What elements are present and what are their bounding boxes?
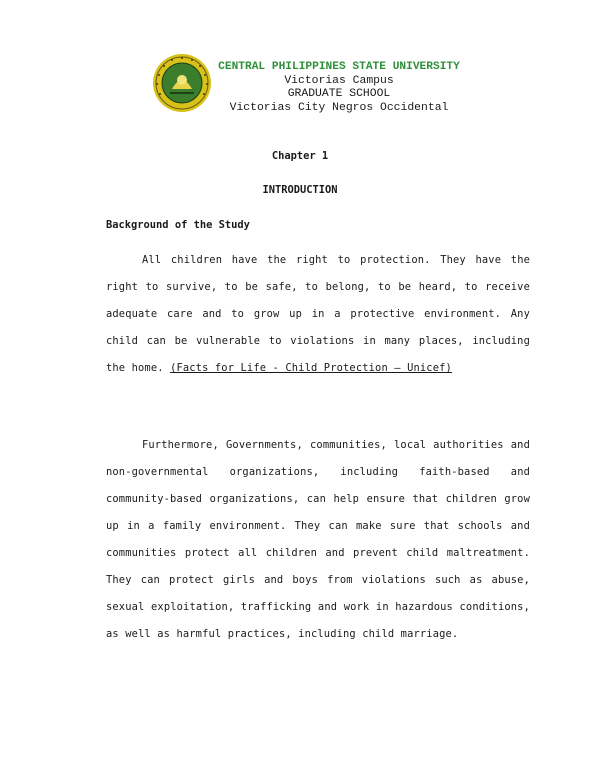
- section-heading: Background of the Study: [106, 219, 250, 231]
- citation: (Facts for Life - Child Protection – Unicef): [170, 362, 452, 374]
- paragraph-2-text: Furthermore, Governments, communities, local authorities and non-governmental organizations, including faith-based and community-based organizations, can help ensure that children grow up in a family environment. They can make sure that schools and communities protect all children and prevent child maltreatment. They can protect girls and boys from violations such as abuse, sexual exploitation, trafficking and work in hazardous conditions, as well as harmful practices, including child marriage.: [106, 439, 530, 640]
- university-seal-icon: [152, 53, 212, 113]
- school-location: Victorias City Negros Occidental: [229, 101, 449, 114]
- campus-name: Victorias Campus: [284, 74, 394, 87]
- document-header: [205, 61, 473, 115]
- paragraph-1: [106, 247, 530, 382]
- paragraph-2: [106, 432, 530, 648]
- chapter-title: INTRODUCTION: [262, 184, 338, 196]
- chapter-label: Chapter 1: [271, 150, 329, 162]
- paragraph-1-text: All children have the right to protection. They have the right to survive, to be safe, to belong, to be heard, to receive adequate care and to grow up in a protective environment. Any child can be vulnerable to violations in many places, including the home.: [106, 254, 530, 374]
- school-name: GRADUATE SCHOOL: [287, 88, 391, 101]
- university-name: CENTRAL PHILIPPINES STATE UNIVERSITY: [218, 61, 460, 73]
